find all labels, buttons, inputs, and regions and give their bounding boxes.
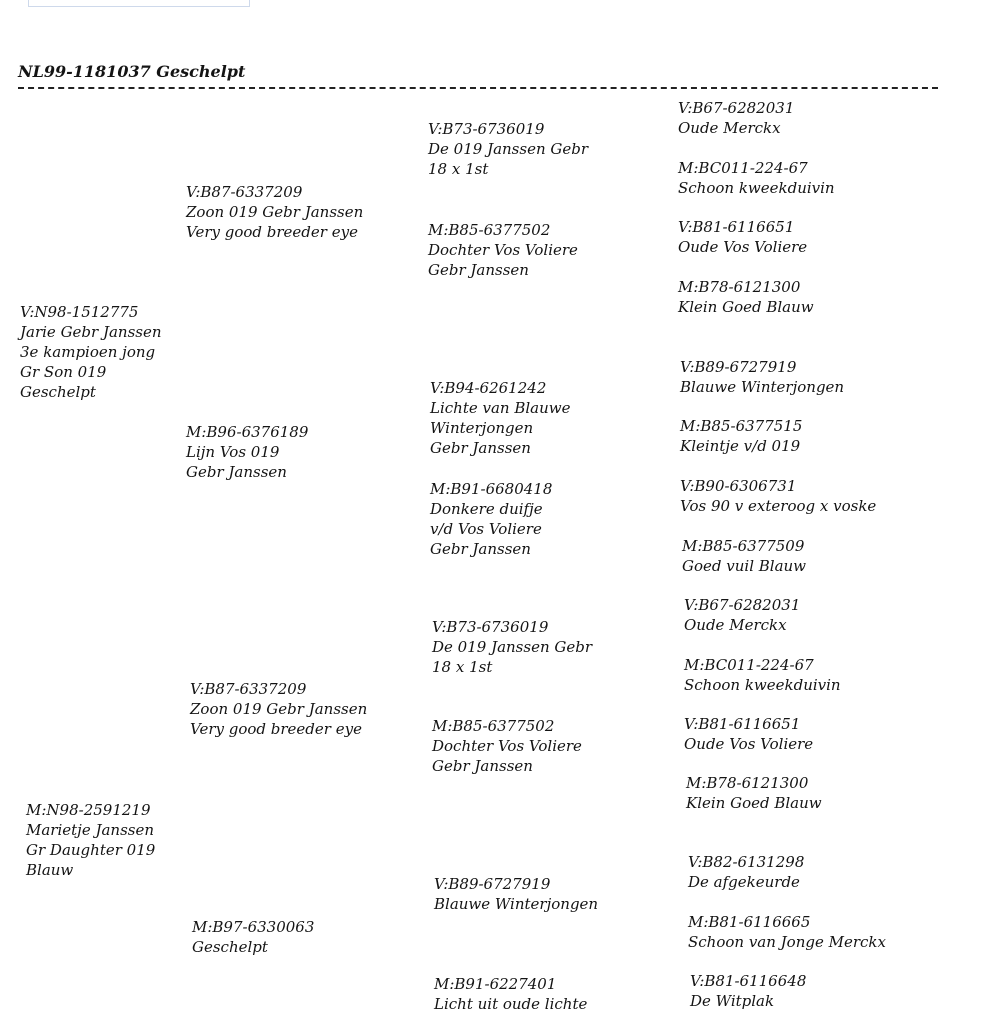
ring-number: V:B87-6337209 xyxy=(190,680,307,698)
letterhead-stamp xyxy=(28,0,250,7)
pedigree-entry-g4-11 xyxy=(684,714,813,754)
ring-number: V:B73-6736019 xyxy=(428,120,545,138)
pigeon-description: Klein Goed Blauw xyxy=(678,298,814,316)
pigeon-description: Zoon 019 Gebr Janssen xyxy=(186,203,364,221)
pigeon-description: De 019 Janssen Gebr xyxy=(432,638,593,656)
ring-number: V:B89-6727919 xyxy=(680,358,797,376)
pedigree-entry-g4-2 xyxy=(678,158,835,198)
ring-number: M:B97-6330063 xyxy=(192,918,315,936)
ring-number: M:BC011-224-67 xyxy=(684,656,814,674)
pedigree-entry-g4-13 xyxy=(688,852,804,892)
pigeon-description: v/d Vos Voliere xyxy=(430,520,542,538)
pigeon-description: Geschelpt xyxy=(20,383,96,401)
pigeon-description: Blauwe Winterjongen xyxy=(680,378,845,396)
ring-number: V:B81-6116651 xyxy=(684,715,801,733)
pigeon-description: 3e kampioen jong xyxy=(20,343,156,361)
pigeon-description: Blauw xyxy=(26,861,74,879)
ring-number: V:B81-6116651 xyxy=(678,218,795,236)
pigeon-description: Dochter Vos Voliere xyxy=(432,737,582,755)
pedigree-entry-g4-1 xyxy=(678,98,794,138)
pigeon-description: De Witplak xyxy=(690,992,775,1010)
pedigree-entry-g4-8 xyxy=(682,536,806,576)
ring-number: V:N98-1512775 xyxy=(20,303,139,321)
pedigree-entry-g2-dd xyxy=(192,917,314,957)
pedigree-entry-g4-15 xyxy=(690,971,806,1011)
ring-number: V:B94-6261242 xyxy=(430,379,547,397)
ring-number: V:B67-6282031 xyxy=(684,596,801,614)
ring-number: V:B81-6116648 xyxy=(690,972,807,990)
ring-number: M:B81-6116665 xyxy=(688,913,811,931)
pedigree-entry-g4-3 xyxy=(678,217,807,257)
pedigree-entry-g4-9 xyxy=(684,595,800,635)
pedigree-entry-g3-7 xyxy=(434,874,598,914)
ring-number: M:B91-6680418 xyxy=(430,480,553,498)
ring-number: V:B87-6337209 xyxy=(186,183,303,201)
pedigree-entry-g2-ss xyxy=(186,182,363,242)
pigeon-description: Winterjongen xyxy=(430,419,534,437)
ring-number: M:B78-6121300 xyxy=(678,278,801,296)
pigeon-description: Marietje Janssen xyxy=(26,821,155,839)
pigeon-description: Donkere duifje xyxy=(430,500,543,518)
pigeon-description: Very good breeder eye xyxy=(186,223,358,241)
dashed-divider xyxy=(18,87,938,89)
pigeon-description: Gebr Janssen xyxy=(430,540,531,558)
pedigree-entry-g4-4 xyxy=(678,277,814,317)
pedigree-entry-g4-12 xyxy=(686,773,822,813)
pedigree-entry-g4-7 xyxy=(680,476,876,516)
pigeon-description: Dochter Vos Voliere xyxy=(428,241,578,259)
pedigree-entry-g4-14 xyxy=(688,912,886,952)
pigeon-description: Gebr Janssen xyxy=(432,757,533,775)
pigeon-description: Kleintje v/d 019 xyxy=(680,437,801,455)
pigeon-description: Vos 90 v exteroog x voske xyxy=(680,497,877,515)
pigeon-description: Schoon van Jonge Merckx xyxy=(688,933,886,951)
pigeon-description: Gr Daughter 019 xyxy=(26,841,156,859)
pigeon-description: Klein Goed Blauw xyxy=(686,794,822,812)
pigeon-description: 18 x 1st xyxy=(432,658,493,676)
pedigree-entry-g4-5 xyxy=(680,357,844,397)
pedigree-entry-g4-10 xyxy=(684,655,841,695)
pedigree-entry-g3-2 xyxy=(428,220,578,280)
pedigree-entry-g3-4 xyxy=(430,479,552,559)
pigeon-description: Schoon kweekduivin xyxy=(678,179,835,197)
pedigree-entry-g1-dam xyxy=(26,800,155,880)
ring-number: V:B73-6736019 xyxy=(432,618,549,636)
pigeon-description: Oude Vos Voliere xyxy=(678,238,808,256)
pigeon-description: De afgekeurde xyxy=(688,873,800,891)
pedigree-entry-g3-8 xyxy=(434,974,587,1014)
pedigree-entry-g3-5 xyxy=(432,617,592,677)
pedigree-entry-g2-ds xyxy=(190,679,367,739)
pigeon-description: Oude Merckx xyxy=(684,616,787,634)
pedigree-entry-g1-sire xyxy=(20,302,162,402)
pedigree-entry-g2-sd xyxy=(186,422,308,482)
pedigree-entry-g3-3 xyxy=(430,378,570,458)
ring-number: M:BC011-224-67 xyxy=(678,159,808,177)
pigeon-description: Lichte van Blauwe xyxy=(430,399,571,417)
pigeon-description: Blauwe Winterjongen xyxy=(434,895,599,913)
ring-number: M:B78-6121300 xyxy=(686,774,809,792)
pedigree-entry-g4-6 xyxy=(680,416,802,456)
pigeon-description: Jarie Gebr Janssen xyxy=(20,323,162,341)
pedigree-entry-g3-1 xyxy=(428,119,588,179)
pigeon-description: Schoon kweekduivin xyxy=(684,676,841,694)
ring-number: M:B85-6377502 xyxy=(432,717,555,735)
pigeon-description: Gebr Janssen xyxy=(428,261,529,279)
pigeon-description: Oude Vos Voliere xyxy=(684,735,814,753)
pedigree-entry-g3-6 xyxy=(432,716,582,776)
pigeon-description: Oude Merckx xyxy=(678,119,781,137)
ring-number: V:B82-6131298 xyxy=(688,853,805,871)
pigeon-description: Licht uit oude lichte xyxy=(434,995,588,1013)
pigeon-description: Geschelpt xyxy=(192,938,268,956)
pigeon-description: Lijn Vos 019 xyxy=(186,443,280,461)
ring-number: M:N98-2591219 xyxy=(26,801,151,819)
ring-number: M:B85-6377502 xyxy=(428,221,551,239)
letterhead-smudge xyxy=(0,16,240,26)
ring-number: M:B91-6227401 xyxy=(434,975,557,993)
pigeon-description: Zoon 019 Gebr Janssen xyxy=(190,700,368,718)
pigeon-description: Gebr Janssen xyxy=(186,463,287,481)
pigeon-description: Gr Son 019 xyxy=(20,363,107,381)
ring-number: V:B67-6282031 xyxy=(678,99,795,117)
pigeon-description: De 019 Janssen Gebr xyxy=(428,140,589,158)
page-title: NL99-1181037 Geschelpt xyxy=(18,62,246,81)
pigeon-description: 18 x 1st xyxy=(428,160,489,178)
ring-number: V:B89-6727919 xyxy=(434,875,551,893)
ring-number: M:B85-6377509 xyxy=(682,537,805,555)
ring-number: M:B96-6376189 xyxy=(186,423,309,441)
pigeon-description: Very good breeder eye xyxy=(190,720,362,738)
pigeon-description: Gebr Janssen xyxy=(430,439,531,457)
ring-number: V:B90-6306731 xyxy=(680,477,797,495)
pigeon-description: Goed vuil Blauw xyxy=(682,557,807,575)
ring-number: M:B85-6377515 xyxy=(680,417,803,435)
